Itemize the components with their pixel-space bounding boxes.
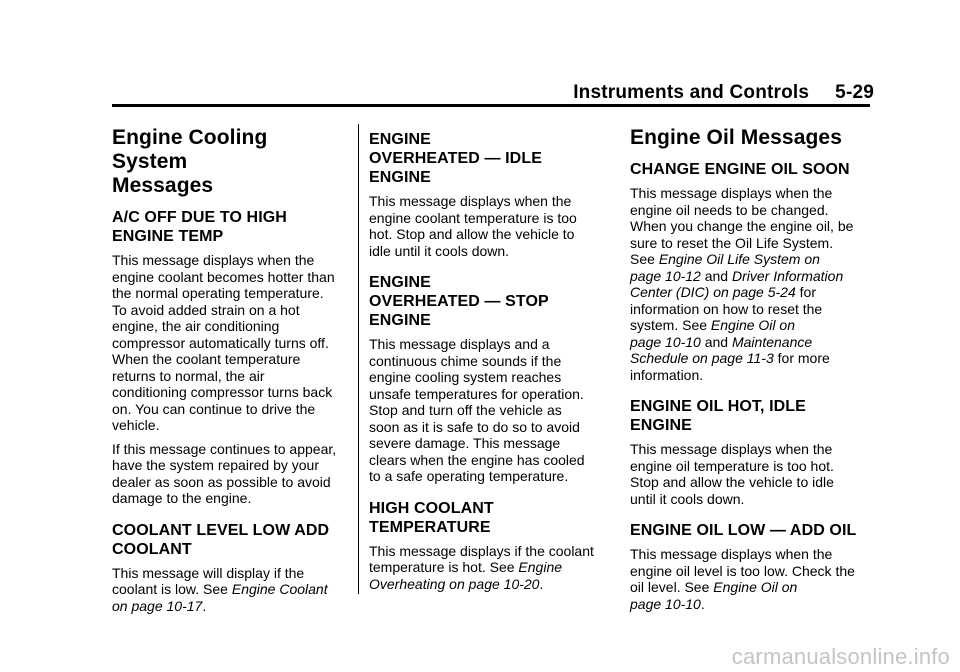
paragraph-coolant-low: This message will display if the coolant is low. See Engine Coolant on page 10-17. (112, 564, 328, 614)
heading-overheated-stop: ENGINE OVERHEATED — STOP ENGINE (369, 274, 549, 329)
paragraph-oil-hot: This message displays when the engine oil temperature is too hot. Stop and allow the vehicle to idle until it cools down. (630, 441, 834, 507)
ref-engine-coolant[interactable]: Engine Coolant (231, 581, 328, 597)
paragraph-ac-off: This message displays when the engine coolant becomes hotter than the normal operating temperature. To avoid added strain on a hot engine, the air conditioning compressor automatically turns off. When the coolant temperature returns to normal, the air conditioning compressor turns back on. You can continue to drive the vehicle. (112, 252, 335, 433)
ref-maintenance-page[interactable]: Schedule on page 11-3 (630, 350, 774, 366)
ref-engine-overheating[interactable]: Engine (518, 559, 563, 575)
ref-engine-oil[interactable]: Engine Oil on (710, 317, 795, 333)
column-3 (630, 126, 868, 619)
section-heading-cooling: Engine Cooling System Messages (112, 126, 268, 197)
ref-engine-oil-2-page[interactable]: page 10-10 (630, 595, 701, 612)
paragraph-high-coolant: This message displays if the coolant temperature is hot. See Engine Overheating on page 10-20. (369, 542, 594, 592)
watermark: carmanualsonline.info (731, 644, 950, 669)
column-2 (369, 126, 609, 599)
section-title: Instruments and Controls (573, 82, 810, 103)
ref-dic[interactable]: Driver Information (731, 267, 844, 284)
page-number: 5-29 (835, 82, 874, 103)
ref-engine-oil-2[interactable]: Engine Oil on (713, 579, 798, 595)
paragraph-overheated-stop: This message displays and a continuous chime sounds if the engine cooling system reaches unsafe temperatures for operation. Stop and turn off the vehicle as soon as it is safe to do so to avoid severe damage. This message clears when the engine has cooled to a safe operating temperature. (369, 336, 585, 484)
ref-oil-life-system[interactable]: Engine Oil Life System on (658, 251, 820, 267)
ref-engine-oil-page[interactable]: page 10-10 (630, 333, 701, 350)
paragraph-overheated-idle: This message displays when the engine coolant temperature is too hot. Stop and allow the vehicle to idle until it cools down. (369, 193, 577, 259)
ref-engine-coolant-page[interactable]: on page 10-17 (112, 597, 203, 614)
ref-maintenance[interactable]: Maintenance (731, 333, 813, 350)
heading-coolant-low: COOLANT LEVEL LOW ADD COOLANT (112, 521, 330, 558)
ref-dic-page[interactable]: Center (DIC) on page 5-24 (630, 284, 796, 300)
heading-overheated-idle: ENGINE OVERHEATED — IDLE ENGINE (369, 131, 542, 186)
column-divider (358, 124, 359, 594)
ref-engine-overheating-page[interactable]: Overheating on page 10-20 (369, 575, 540, 592)
header-rule (112, 104, 870, 107)
section-heading-oil: Engine Oil Messages (630, 126, 842, 149)
page-header (0, 82, 874, 104)
column-1 (112, 126, 348, 621)
paragraph-oil-low: This message displays when the engine oil level is too low. Check the oil level. See Engine Oil on page 10-10. (630, 546, 855, 612)
heading-high-coolant: HIGH COOLANT TEMPERATURE (369, 499, 494, 536)
heading-ac-off: A/C OFF DUE TO HIGH ENGINE TEMP (112, 209, 287, 245)
paragraph-change-oil: This message displays when the engine oil needs to be changed. When you change the engine oil, be sure to reset the Oil Life System. See Engine Oil Life System on page 10-12 and Driver Information Center (DIC) on page 5-24 for information on how to reset the system. See Engine Oil on page 10-10 and Maintenance Schedule on page 11-3 for more information. (630, 185, 854, 383)
paragraph-ac-off-2: If this message continues to appear, have the system repaired by your dealer as soon as possible to avoid damage to the engine. (112, 440, 337, 506)
heading-oil-hot: ENGINE OIL HOT, IDLE ENGINE (630, 398, 806, 434)
heading-change-oil: CHANGE ENGINE OIL SOON (630, 161, 850, 178)
ref-oil-life-page[interactable]: page 10-12 (630, 267, 701, 284)
heading-oil-low: ENGINE OIL LOW — ADD OIL (630, 522, 857, 539)
